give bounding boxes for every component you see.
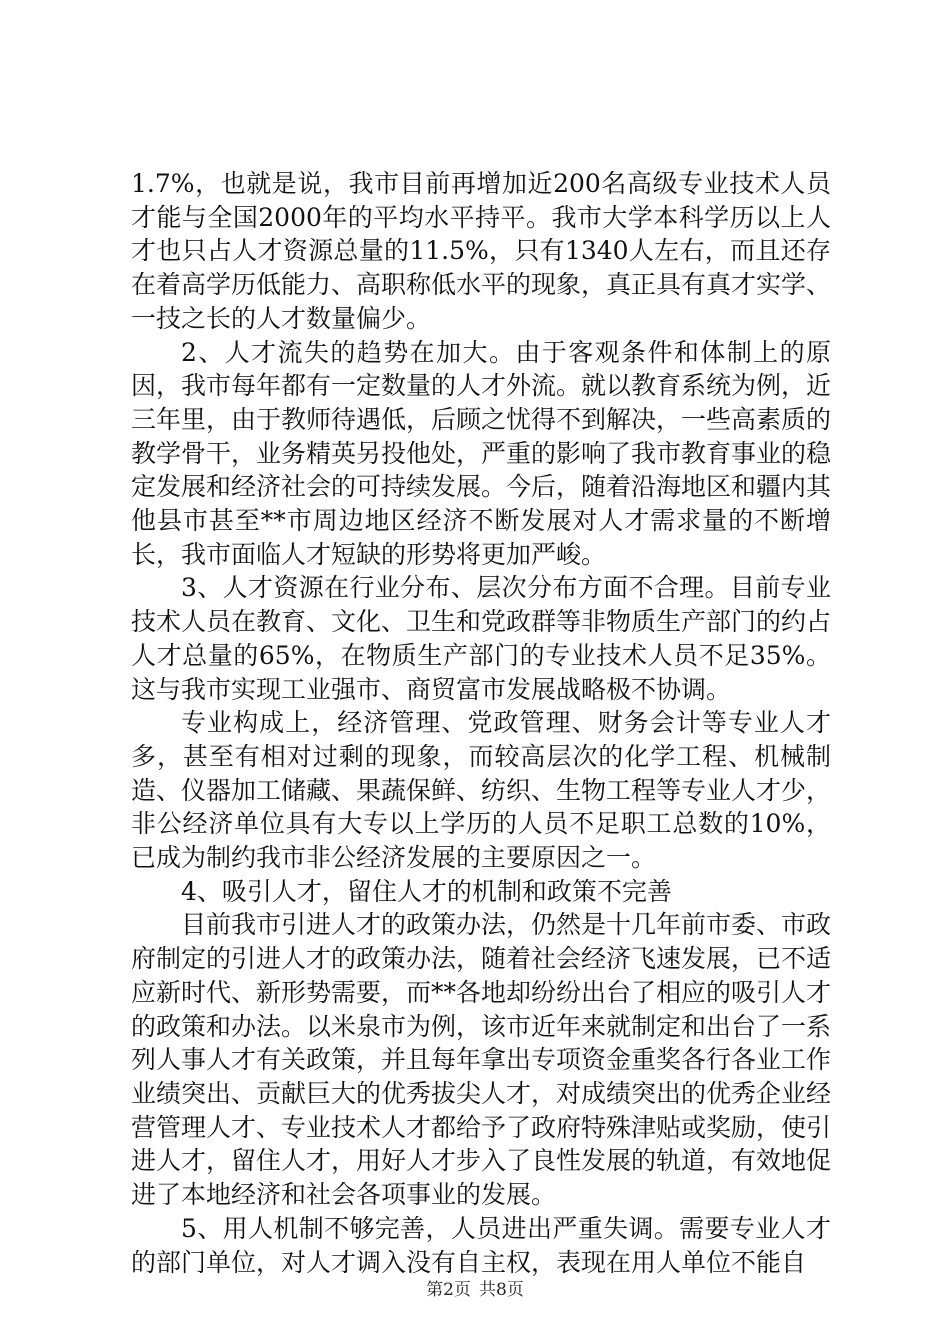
paragraph-1: 1.7%，也就是说，我市目前再增加近200名高级专业技术人员才能与全国2000年的平均水平持平。我市大学本科学历以上人才也只占人才资源总量的11.5%，只有1340人左右，而且还存在着高学历低能力、高职称低水平的现象，真正具有真才实学、一技之长的人才数量偏少。 [131, 169, 832, 333]
paragraph-4: 专业构成上，经济管理、党政管理、财务会计等专业人才多，甚至有相对过剩的现象，而较高层次的化学工程、机械制造、仪器加工储藏、果蔬保鲜、纺织、生物工程等专业人才少，非公经济单位具有大专以上学历的人员不足职工总数的10%，已成为制约我市非公经济发展的主要原因之一。 [131, 708, 832, 873]
page-number: 第2页 [426, 1280, 471, 1300]
document-body [131, 167, 831, 1279]
page-total: 共8页 [479, 1280, 524, 1300]
page-footer [0, 1275, 950, 1300]
paragraph-6: 目前我市引进人才的政策办法，仍然是十几年前市委、市政府制定的引进人才的政策办法，随着社会经济飞速发展，已不适应新时代、新形势需要，而**各地却纷纷出台了相应的吸引人才的政策和办法。以米泉市为例，该市近年来就制定和出台了一系列人事人才有关政策，并且每年拿出专项资金重奖各行各业工作业绩突出、贡献巨大的优秀拔尖人才，对成绩突出的优秀企业经营管理人才、专业技术人才都给予了政府特殊津贴或奖励，使引进人才，留住人才，用好人才步入了良性发展的轨道，有效地促进了本地经济和社会各项事业的发展。 [131, 910, 832, 1210]
paragraph-2: 2、人才流失的趋势在加大。由于客观条件和体制上的原因，我市每年都有一定数量的人才外流。就以教育系统为例，近三年里，由于教师待遇低，后顾之忧得不到解决，一些高素质的教学骨干，业务精英另投他处，严重的影响了我市教育事业的稳定发展和经济社会的可持续发展。今后，随着沿海地区和疆内其他县市甚至**市周边地区经济不断发展对人才需求量的不断增长，我市面临人才短缺的形势将更加严峻。 [131, 337, 832, 569]
paragraph-3: 3、人才资源在行业分布、层次分布方面不合理。目前专业技术人员在教育、文化、卫生和党政群等非物质生产部门的约占人才总量的65%，在物质生产部门的专业技术人员不足35%。这与我市实现工业强市、商贸富市发展战略极不协调。 [131, 573, 832, 704]
paragraph-7: 5、用人机制不够完善，人员进出严重失调。需要专业人才的部门单位，对人才调入没有自主权，表现在用人单位不能自 [131, 1213, 831, 1277]
paragraph-5-heading: 4、吸引人才，留住人才的机制和政策不完善 [181, 876, 672, 906]
